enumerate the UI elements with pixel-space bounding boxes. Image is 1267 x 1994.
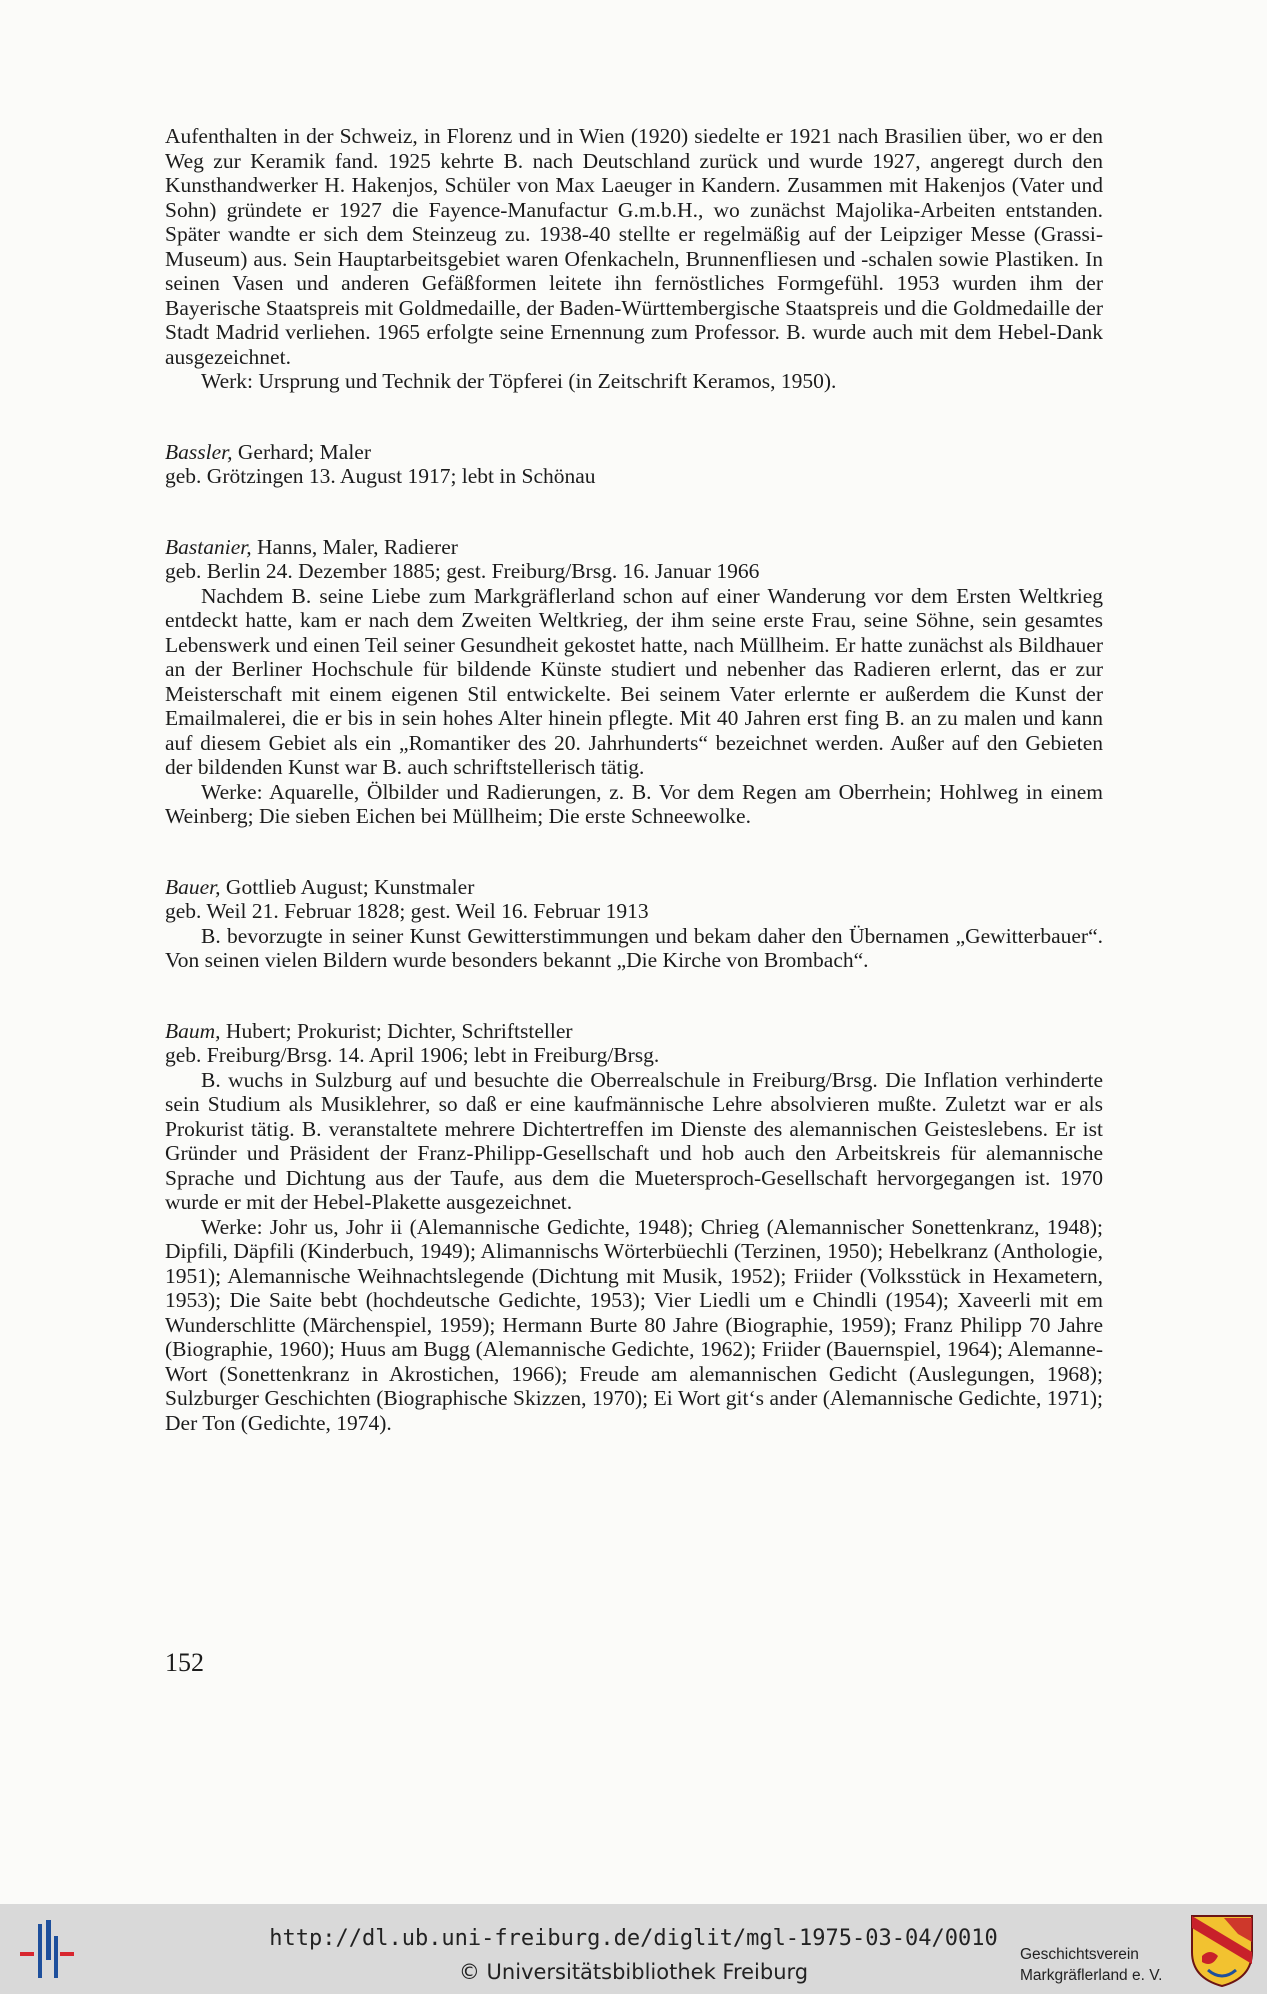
intro-works: Werk: Ursprung und Technik der Töpferei (in Zeitschrift Keramos, 1950). [201,369,837,393]
entry-surname: Bastanier, [165,534,252,559]
entry-dates: geb. Freiburg/Brsg. 14. April 1906; lebt in Freiburg/Brsg. [165,1043,660,1067]
entry-title: Hubert; Prokurist; Dichter, Schriftsteller [220,1018,573,1043]
entry-dates: geb. Weil 21. Februar 1828; gest. Weil 16. Februar 1913 [165,899,649,923]
entry-surname: Bassler, [165,439,233,464]
society-crest-icon [1188,1912,1256,1988]
entry-title: Gottlieb August; Kunstmaler [220,874,475,899]
entry-bassler [165,440,1103,489]
entry-heading [165,1019,1103,1044]
copyright-notice: © Universitätsbibliothek Freiburg [458,1960,809,1984]
entry-heading [165,535,1103,560]
entry-dates: geb. Grötzingen 13. August 1917; lebt in Schönau [165,464,596,488]
entry-heading [165,875,1103,900]
entry-dates: geb. Berlin 24. Dezember 1885; gest. Freiburg/Brsg. 16. Januar 1966 [165,559,760,583]
entry-surname: Bauer, [165,874,221,899]
viewer-footer [0,1904,1267,1994]
entry-works: Werke: Johr us, Johr ii (Alemannische Gedichte, 1948); Chrieg (Alemannischer Sonettenkranz, 1948); Dipfili, Däpfili (Kinderbuch, 1949); Alimannischs Wörterbüechli (Terzinen, 1950); Hebelkranz (Anthologie, 1951); Alemannische Weihnachtslegende (Dichtung mit Musik, 1952); Friider (Volksstück in Hexametern, 1953); Die Saite bebt (hochdeutsche Gedichte, 1953); Vier Liedli um e Chindli (1954); Xaveerli mit em Wunderschlitte (Märchenspiel, 1959); Hermann Burte 80 Jahre (Biographie, 1959); Franz Philipp 70 Jahre (Biographie, 1960); Huus am Bugg (Alemannische Gedichte, 1962); Friider (Bauernspiel, 1964); Alemanne-Wort (Sonettenkranz in Akrostichen, 1966); Freude am alemannischen Gedicht (Auslegungen, 1968); Sulzburger Geschichten (Biographische Skizzen, 1970); Ei Wort git‘s ander (Alemannische Gedichte, 1971); Der Ton (Gedichte, 1974). [165,1214,1103,1435]
entry-heading [165,440,1103,465]
entry-title: Gerhard; Maler [232,439,371,464]
intro-paragraph: Aufenthalten in der Schweiz, in Florenz und in Wien (1920) siedelte er 1921 nach Brasilien über, wo er den Weg zur Keramik fand. 1925 kehrte B. nach Deutschland zurück und wurde 1927, angeregt durch den Kunsthandwerker H. Hakenjos, Schüler von Max Laeuger in Kandern. Zusammen mit Hakenjos (Vater und Sohn) gründete er 1927 die Fayence-Manufactur G.m.b.H., wo zunächst Majolika-Arbeiten entstanden. Später wandte er sich dem Steinzeug zu. 1938-40 stellte er regelmäßig auf der Leipziger Messe (Grassi-Museum) aus. Sein Hauptarbeitsgebiet waren Ofenkacheln, Brunnenfliesen und -schalen sowie Plastiken. In seinen Vasen und anderen Gefäßformen leitete ihn fernöstliches Formgefühl. 1953 wurden ihm der Bayerische Staatspreis mit Goldmedaille, der Baden-Württembergische Staatspreis und die Goldmedaille der Stadt Madrid verliehen. 1965 erfolgte seine Ernennung zum Professor. B. wurde auch mit dem Hebel-Dank ausgezeichnet. [165,124,1103,369]
page-number: 152 [165,1648,204,1677]
society-name [1020,1944,1162,1986]
entry-baum [165,1019,1103,1436]
entry-surname: Baum, [165,1018,221,1043]
page-content [165,124,1103,1435]
entry-title: Hanns, Maler, Radierer [251,534,458,559]
permalink-url[interactable]: http://dl.ub.uni-freiburg.de/diglit/mgl-1975-03-04/0010 [269,1926,998,1951]
entry-biography: B. wuchs in Sulzburg auf und besuchte die Oberrealschule in Freiburg/Brsg. Die Inflation verhinderte sein Studium als Musiklehrer, so daß er eine kaufmännische Lehre absolvieren mußte. Zuletzt war er als Prokurist tätig. B. veranstaltete mehrere Dichtertreffen im Dienste des alemannischen Geisteslebens. Er ist Gründer und Präsident der Franz-Philipp-Gesellschaft und hob auch den Arbeitskreis für alemannische Sprache und Dichtung aus der Taufe, aus dem die Muetersproch-Gesellschaft hervorgegangen ist. 1970 wurde er mit der Hebel-Plakette ausgezeichnet. [165,1067,1103,1214]
entry-biography: Nachdem B. seine Liebe zum Markgräflerland schon auf einer Wanderung vor dem Ersten Weltkrieg entdeckt hatte, kam er nach dem Zweiten Weltkrieg, der ihm seine erste Frau, seine Söhne, sein gesamtes Lebenswerk und einen Teil seiner Gesundheit gekostet hatte, nach Müllheim. Er hatte zunächst als Bildhauer an der Berliner Hochschule für bildende Künste studiert und nebenher das Radieren erlernt, das er zur Meisterschaft mit einem eigenen Stil entwickelte. Bei seinem Vater erlernte er außerdem die Kunst der Emailmalerei, die er bis in sein hohes Alter hinein pflegte. Mit 40 Jahren erst fing B. an zu malen und kann auf diesem Gebiet als ein „Romantiker des 20. Jahrhunderts“ bezeichnet werden. Außer auf den Gebieten der bildenden Kunst war B. auch schriftstellerisch tätig. [165,583,1103,779]
society-name-line2: Markgräflerland e. V. [1020,1967,1163,1984]
entry-works: Werke: Aquarelle, Ölbilder und Radierungen, z. B. Vor dem Regen am Oberrhein; Hohlweg in einem Weinberg; Die sieben Eichen bei Müllheim; Die erste Schneewolke. [165,779,1103,828]
entry-bastanier [165,535,1103,829]
society-name-line1: Geschichtsverein [1020,1946,1139,1963]
entry-biography: B. bevorzugte in seiner Kunst Gewitterstimmungen und bekam daher den Übernamen „Gewitterbauer“. Von seinen vielen Bildern wurde besonders bekannt „Die Kirche von Brombach“. [165,923,1103,972]
entry-bauer [165,875,1103,973]
